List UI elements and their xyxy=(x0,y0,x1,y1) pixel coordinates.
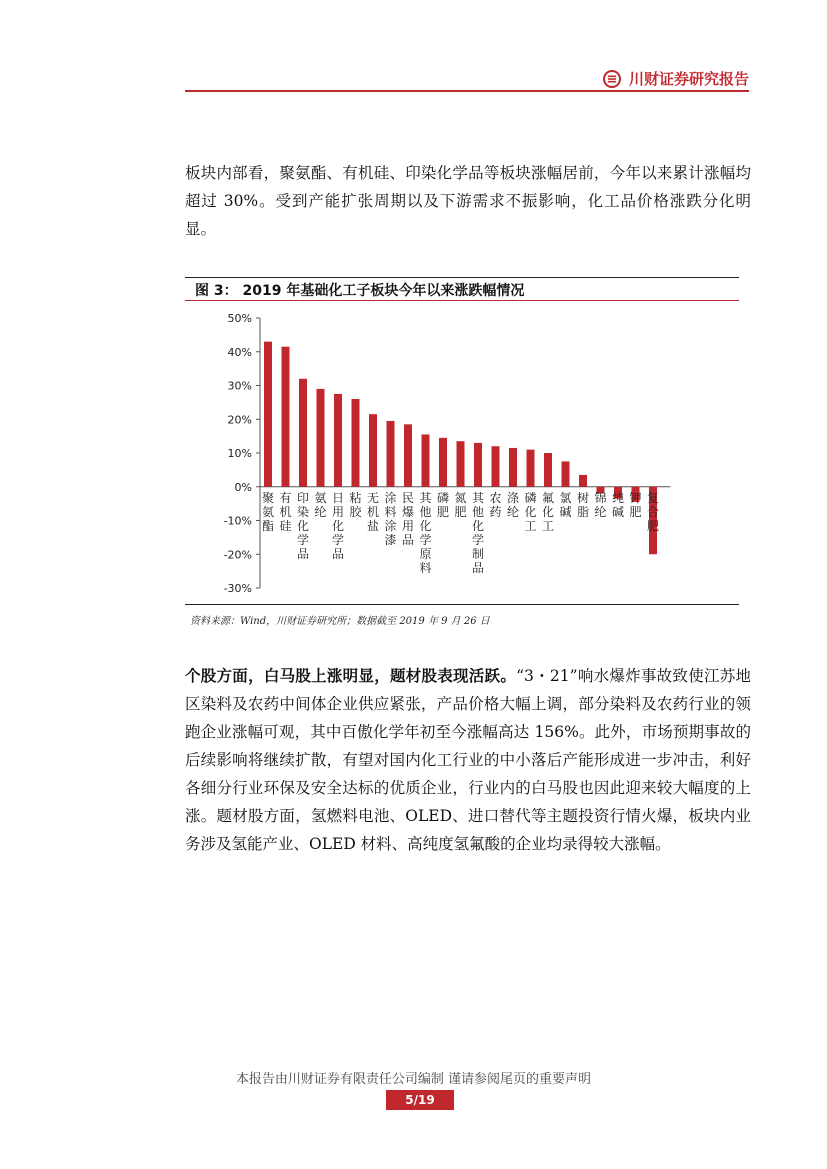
x-category-label: 氨纶 xyxy=(314,490,327,519)
bar xyxy=(457,441,465,487)
brand-name: 川财证券研究报告 xyxy=(628,70,749,88)
x-category-label: 无机盐 xyxy=(366,490,380,533)
x-category-label: 树脂 xyxy=(576,490,590,519)
body-lead: 个股方面，白马股上涨明显，题材股表现活跃。 xyxy=(185,666,517,685)
x-category-label: 涤纶 xyxy=(506,490,520,519)
page-number: 5/19 xyxy=(386,1090,454,1110)
bar xyxy=(299,379,307,487)
bar xyxy=(369,414,377,487)
figure-title: 图 3： 2019 年基础化工子板块今年以来涨跌幅情况 xyxy=(195,283,525,299)
body-paragraph xyxy=(185,662,751,858)
intro-paragraph: 板块内部看，聚氨酯、有机硅、印染化学品等板块涨幅居前，今年以来累计涨幅均超过 30%。受到产能扩张周期以及下游需求不振影响，化工品价格涨跌分化明显。 xyxy=(185,164,751,238)
bar xyxy=(579,475,587,487)
x-category-label: 印染化学品 xyxy=(296,490,310,561)
x-category-label: 氯碱 xyxy=(559,490,572,519)
bar xyxy=(352,399,360,487)
x-category-label: 其他化学制品 xyxy=(471,490,485,575)
x-category-label: 粘胶 xyxy=(349,490,362,519)
x-category-label: 聚氨酯 xyxy=(261,490,275,533)
bar xyxy=(422,434,430,486)
bar xyxy=(334,394,342,487)
y-tick-label: -10% xyxy=(223,514,252,528)
y-tick-label: 20% xyxy=(227,413,252,427)
bar-chart xyxy=(185,302,739,602)
x-category-label: 纯碱 xyxy=(611,490,625,519)
x-category-label: 有机硅 xyxy=(279,490,292,533)
x-category-label: 民爆用品 xyxy=(401,490,415,547)
bar xyxy=(544,453,552,487)
body-text: “3・21”响水爆炸事故致使江苏地区染料及农药中间体企业供应紧张，产品价格大幅上调，部分染料及农药行业的领跑企业涨幅可观，其中百傲化学年初至今涨幅高达 156%。此外，市场预期事故的后续影响将继续扩散，有望对国内化工行业的中小落后产能形成进一步冲击，利好各细分行业环保及安全达标的优质企业，行业内的白马股也因此迎来较大幅度的上涨。题材股方面，氢燃料电池、OLED、进口替代等主题投资行情火爆，板块内业务涉及氢能产业、OLED 材料、高纯度氢氟酸的企业均录得较大涨幅。 xyxy=(185,667,751,853)
bar xyxy=(439,438,447,487)
x-category-label: 磷肥 xyxy=(436,490,450,519)
bar xyxy=(474,443,482,487)
figure-bottom-rule xyxy=(185,604,739,605)
figure-top-rule xyxy=(185,277,739,278)
x-category-label: 复合肥 xyxy=(646,490,660,533)
bar xyxy=(562,461,570,486)
y-tick-label: 0% xyxy=(234,480,252,494)
x-category-label: 农药 xyxy=(489,490,502,519)
y-tick-label: -30% xyxy=(223,582,252,595)
x-category-label: 磷化工 xyxy=(524,490,537,533)
figure-source: 资料来源：Wind，川财证券研究所；数据截至 2019 年 9 月 26 日 xyxy=(190,616,490,627)
footer-disclaimer: 本报告由川财证券有限责任公司编制 谨请参阅尾页的重要声明 xyxy=(235,1072,592,1087)
x-category-label: 其他化学原料 xyxy=(419,490,432,575)
bar xyxy=(264,342,272,487)
bar xyxy=(317,389,325,487)
bar xyxy=(492,446,500,487)
bar xyxy=(509,448,517,487)
x-category-label: 锦纶 xyxy=(594,490,607,519)
bar xyxy=(527,450,535,487)
x-category-label: 日用化学品 xyxy=(331,490,345,561)
header-divider xyxy=(185,90,749,92)
y-tick-label: 40% xyxy=(227,345,252,359)
y-tick-label: 50% xyxy=(227,312,252,325)
x-category-label: 氟化工 xyxy=(541,490,555,533)
y-tick-label: 10% xyxy=(227,447,252,460)
x-category-label: 涂料涂漆 xyxy=(384,490,397,547)
bar xyxy=(387,421,395,487)
bar xyxy=(404,424,412,486)
figure-title-rule xyxy=(185,300,739,301)
y-tick-label: -20% xyxy=(223,548,252,562)
company-logo-icon xyxy=(603,70,621,88)
header-brand xyxy=(603,68,749,89)
y-tick-label: 30% xyxy=(227,379,252,393)
x-category-label: 钾肥 xyxy=(629,490,642,519)
x-category-label: 氮肥 xyxy=(454,490,467,519)
bar xyxy=(282,347,290,487)
